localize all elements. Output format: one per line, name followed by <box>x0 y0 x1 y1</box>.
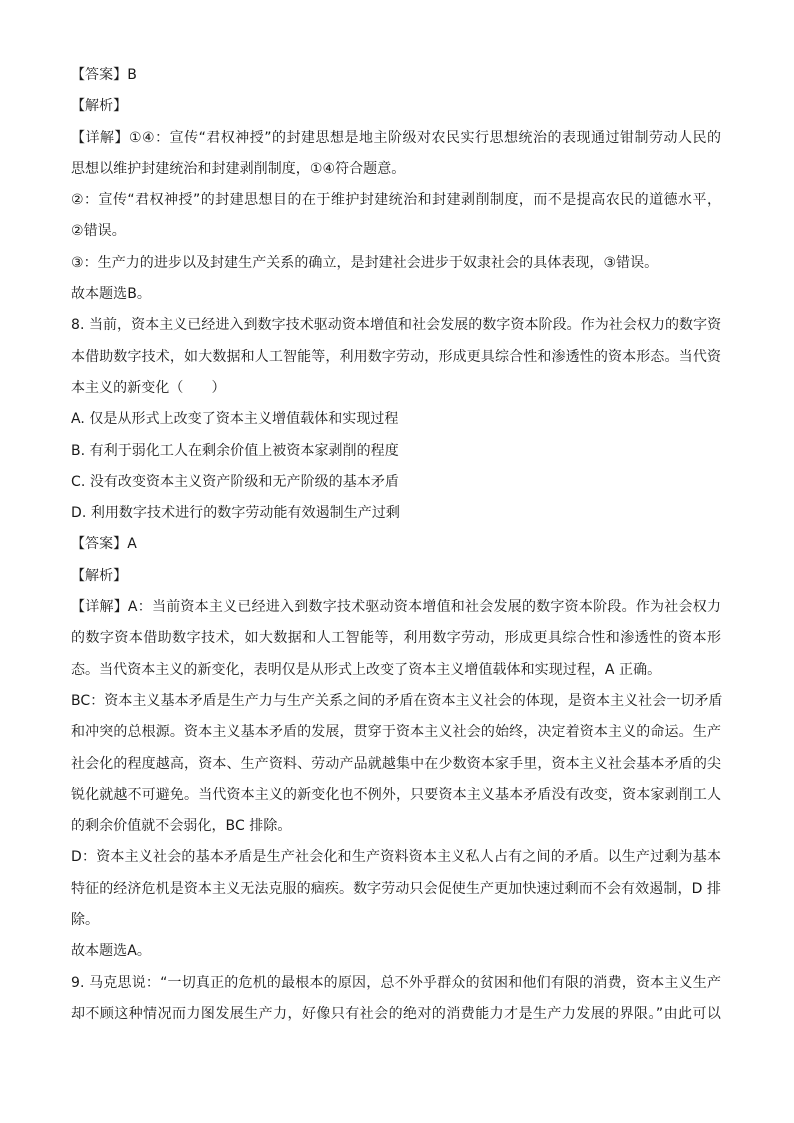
option-c: C. 没有改变资本主义资产阶级和无产阶级的基本矛盾 <box>71 473 399 490</box>
answer-label: 【答案】B <box>71 67 137 83</box>
option-a: A. 仅是从形式上改变了资本主义增值载体和实现过程 <box>71 411 399 428</box>
explanation-line: 锐化就越不可避免。当代资本主义的新变化也不例外，只要资本主义基本矛盾没有改变，资本家剥削工人 <box>71 786 721 803</box>
explanation-line: BC：资本主义基本矛盾是生产力与生产关系之间的矛盾在资本主义社会的体现，是资本主义社会一切矛盾 <box>71 692 723 709</box>
explanation-line: 的剩余价值就不会弱化，BC 排除。 <box>71 818 292 835</box>
explanation-line: 特征的经济危机是资本主义无法克服的痼疾。数字劳动只会促使生产更加快速过剩而不会有效遏制，D 排 <box>71 880 721 897</box>
explanation-line: 社会化的程度越高，资本、生产资料、劳动产品就越集中在少数资本家手里，资本主义社会基本矛盾的尖 <box>71 755 721 772</box>
question-8-stem: 8. 当前，资本主义已经进入到数字技术驱动资本增值和社会发展的数字资本阶段。作为社会权力的数字资 <box>71 317 722 334</box>
conclusion-line: 故本题选A。 <box>71 943 151 960</box>
analysis-label: 【解析】 <box>71 98 128 115</box>
explanation-line: 【详解】①④：宣传“君权神授”的封建思想是地主阶级对农民实行思想统治的表现通过钳制劳动人民的 <box>71 129 721 146</box>
explanation-line: 除。 <box>71 912 100 929</box>
explanation-line: 【详解】A：当前资本主义已经进入到数字技术驱动资本增值和社会发展的数字资本阶段。作为社会权力 <box>71 599 721 616</box>
option-d: D. 利用数字技术进行的数字劳动能有效遏制生产过剩 <box>71 505 400 522</box>
explanation-line: 态。当代资本主义的新变化，表明仅是从形式上改变了资本主义增值载体和实现过程，A 正确。 <box>71 661 662 678</box>
explanation-line: ②错误。 <box>71 223 126 240</box>
explanation-line: D：资本主义社会的基本矛盾是生产社会化和生产资料资本主义私人占有之间的矛盾。以生产过剩为基本 <box>71 849 721 866</box>
conclusion-line: 故本题选B。 <box>71 286 151 303</box>
question-9-stem: 却不顾这种情况而力图发展生产力，好像只有社会的绝对的消费能力才是生产力发展的界限。”由此可以 <box>71 1005 721 1022</box>
document-page <box>71 60 721 1030</box>
question-8-stem: 本借助数字技术，如大数据和人工智能等，利用数字劳动，形成更具综合性和渗透性的资本形态。当代资 <box>71 348 721 365</box>
explanation-line: 思想以维护封建统治和封建剥削制度，①④符合题意。 <box>71 160 406 177</box>
option-b: B. 有利于弱化工人在剩余价值上被资本家剥削的程度 <box>71 442 399 459</box>
explanation-line: ②：宣传“君权神授”的封建思想目的在于维护封建统治和封建剥削制度，而不是提高农民的道德水平， <box>71 192 721 209</box>
explanation-line: ③：生产力的进步以及封建生产关系的确立，是封建社会进步于奴隶社会的具体表现，③错误。 <box>71 254 659 271</box>
answer-label: 【答案】A <box>71 536 137 553</box>
question-8-stem: 本主义的新变化（ ） <box>71 379 226 396</box>
analysis-label: 【解析】 <box>71 567 128 584</box>
question-9-stem: 9. 马克思说：“一切真正的危机的最根本的原因，总不外乎群众的贫困和他们有限的消费，资本主义生产 <box>71 974 721 991</box>
explanation-line: 和冲突的总根源。资本主义基本矛盾的发展，贯穿于资本主义社会的始终，决定着资本主义的命运。生产 <box>71 724 721 741</box>
explanation-line: 的数字资本借助数字技术，如大数据和人工智能等，利用数字劳动，形成更具综合性和渗透性的资本形 <box>71 630 721 647</box>
